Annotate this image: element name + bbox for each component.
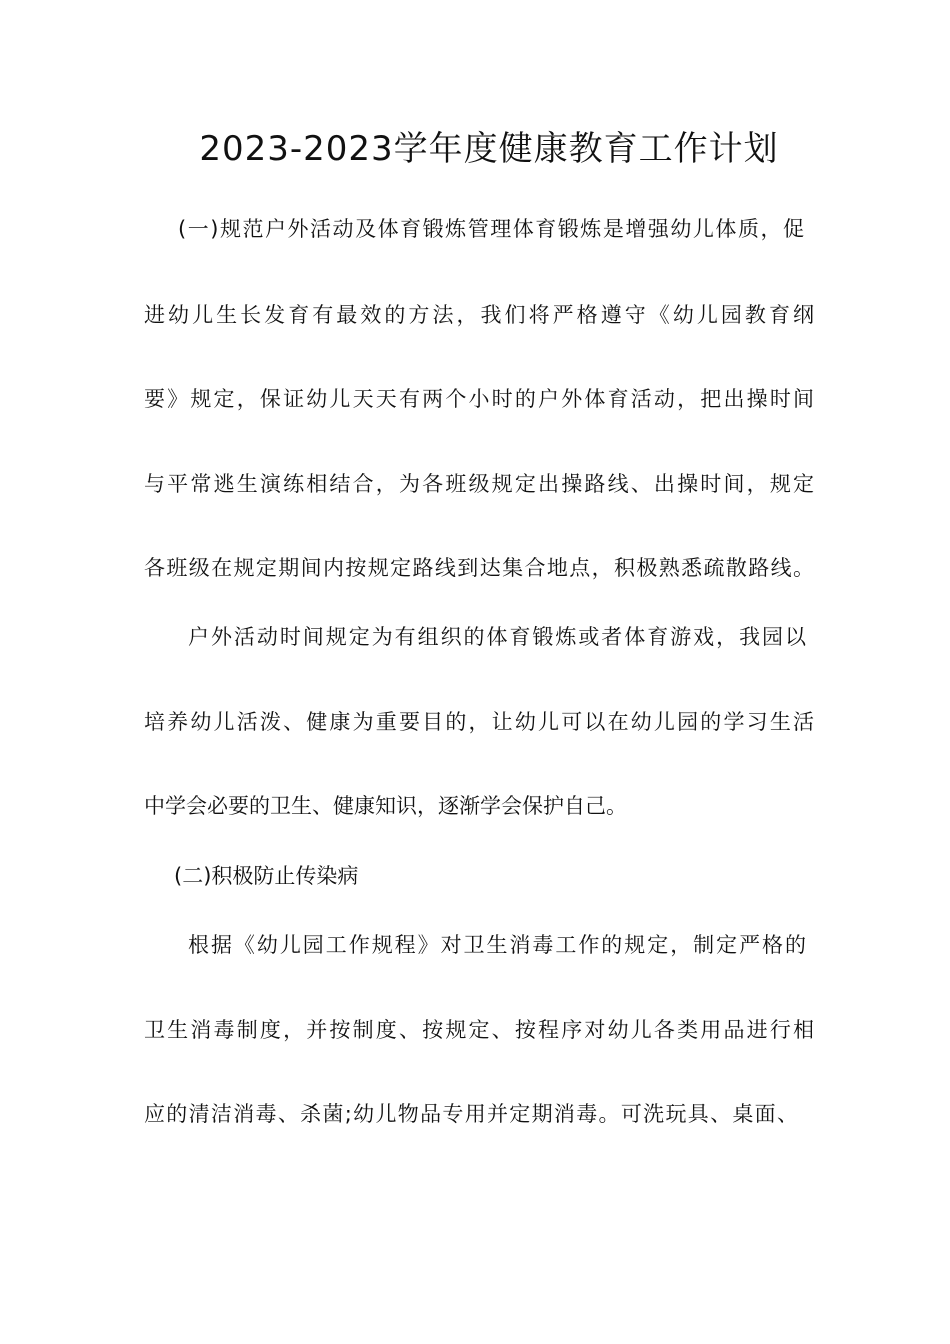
paragraph-line: 卫生消毒制度，并按制度、按规定、按程序对幼儿各类用品进行相 xyxy=(144,1018,814,1042)
paragraph-line: 与平常逃生演练相结合，为各班级规定出操路线、出操时间，规定 xyxy=(144,472,814,496)
paragraph-line: (一)规范户外活动及体育锻炼管理体育锻炼是增强幼儿体质，促 xyxy=(178,217,804,241)
section-heading: (二)积极防止传染病 xyxy=(174,864,359,888)
paragraph-line: 培养幼儿活泼、健康为重要目的，让幼儿可以在幼儿园的学习生活 xyxy=(144,710,814,734)
paragraph-line: 应的清洁消毒、杀菌;幼儿物品专用并定期消毒。可洗玩具、桌面、 xyxy=(144,1102,798,1126)
paragraph-line: 户外活动时间规定为有组织的体育锻炼或者体育游戏，我园以 xyxy=(188,625,806,649)
paragraph-line: 要》规定，保证幼儿天天有两个小时的户外体育活动，把出操时间 xyxy=(144,387,814,411)
paragraph-line: 中学会必要的卫生、健康知识，逐渐学会保护自己。 xyxy=(144,794,627,818)
document-title: 2023-2023学年度健康教育工作计划 xyxy=(199,129,779,169)
paragraph-line: 各班级在规定期间内按规定路线到达集合地点，积极熟悉疏散路线。 xyxy=(144,556,814,580)
paragraph-line: 进幼儿生长发育有最效的方法，我们将严格遵守《幼儿园教育纲 xyxy=(144,303,814,327)
paragraph-line: 根据《幼儿园工作规程》对卫生消毒工作的规定，制定严格的 xyxy=(188,933,806,957)
